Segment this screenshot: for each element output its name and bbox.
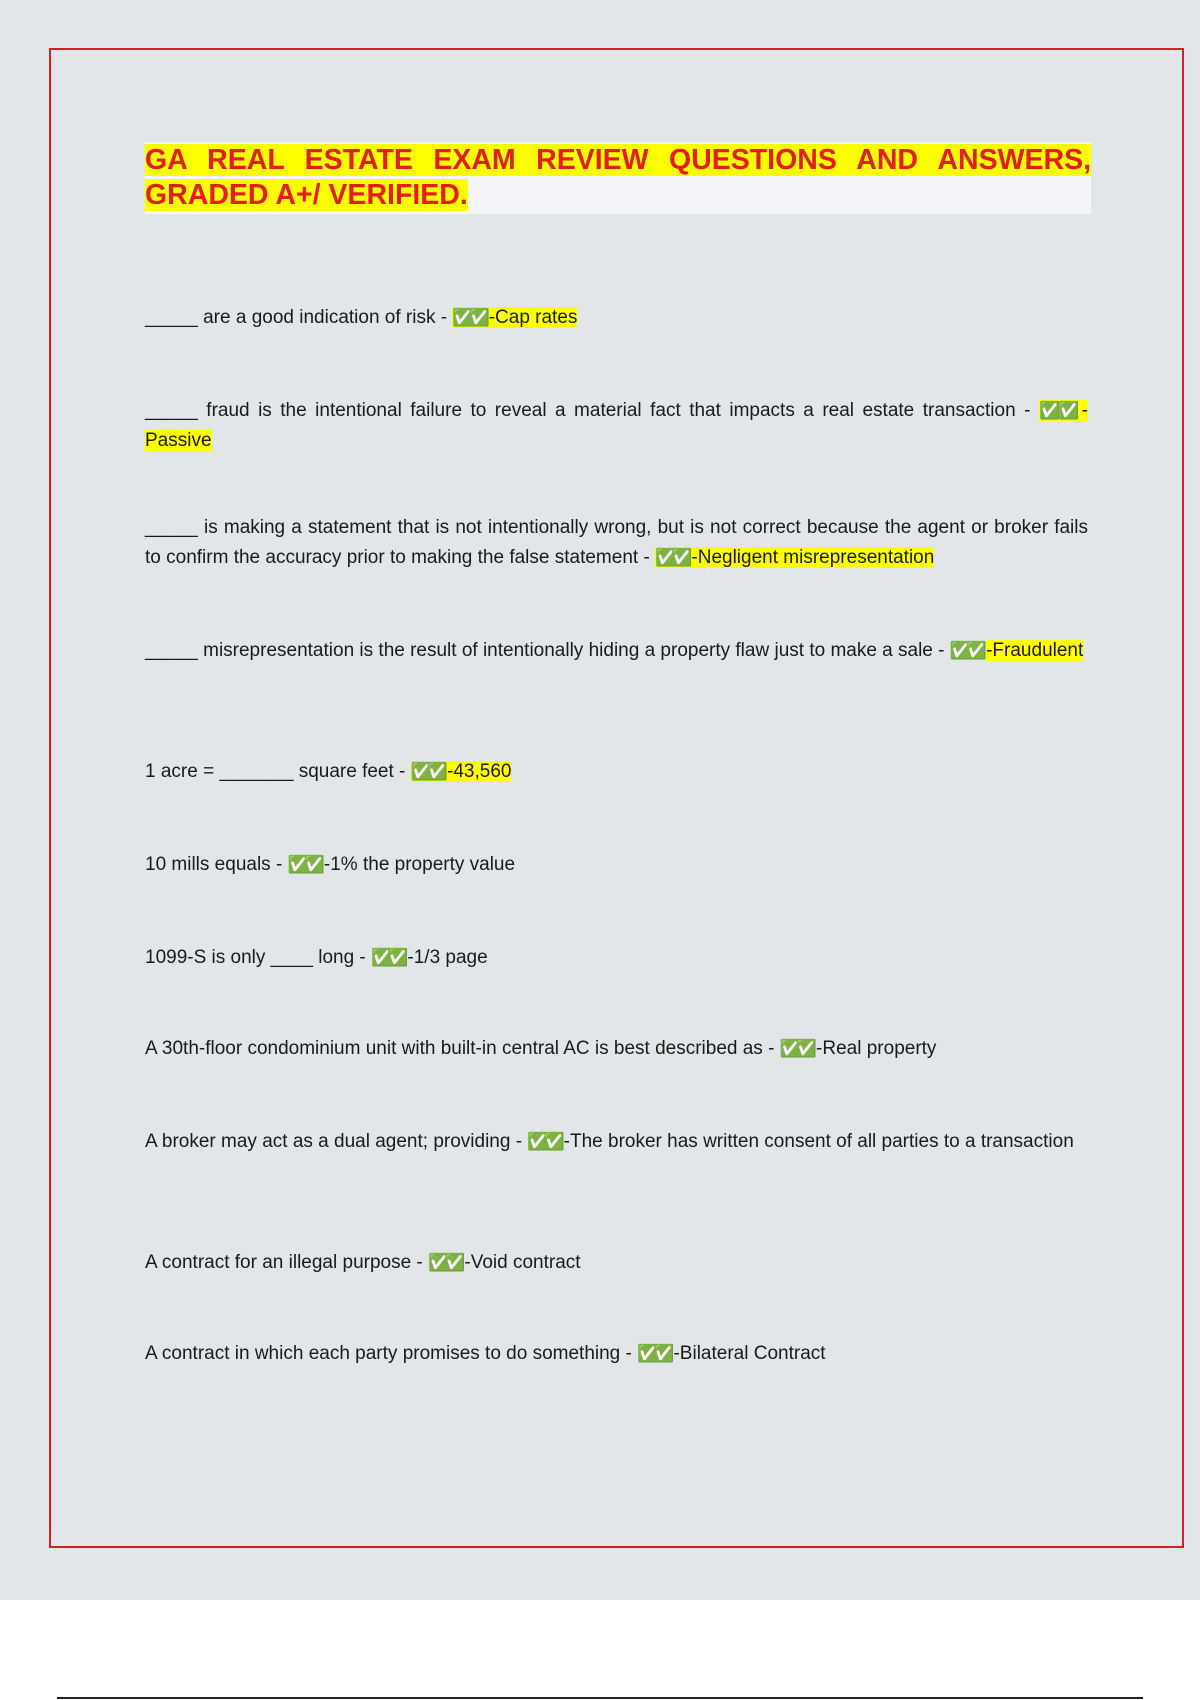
check-icon: ✅✅ [527,1132,560,1152]
answer-text: -Real property [816,1038,937,1059]
check-icon: ✅✅ [1038,401,1078,421]
question-text: 1099-S is only ____ long - [145,947,372,968]
document-title [145,143,1091,213]
question-text: A broker may act as a dual agent; providing - [145,1131,528,1152]
qa-item [145,1034,1088,1064]
question-text: 1 acre = _______ square feet - [145,761,411,782]
answer-text: -Passive [145,400,1088,451]
answer-text: -Void contract [464,1252,581,1273]
qa-item [145,513,1088,573]
question-text: _____ are a good indication of risk - [145,307,453,328]
answer-text: -Cap rates [488,307,578,328]
check-icon: ✅✅ [428,1253,461,1273]
qa-item [145,303,1088,333]
check-icon: ✅✅ [779,1039,813,1059]
check-icon: ✅✅ [452,308,485,328]
qa-item [145,1248,1088,1278]
question-text: _____ misrepresentation is the result of intentionally hiding a property flaw just to make a sale - [145,640,950,661]
question-text: A 30th-floor condominium unit with built-in central AC is best described as - [145,1038,780,1059]
answer-text: -Negligent misrepresentation [691,547,935,568]
question-text: A contract in which each party promises to do something - [145,1343,638,1364]
answer-text: -1/3 page [407,947,488,968]
qa-item [145,1339,1088,1369]
answer-highlight [411,761,512,782]
question-text: 10 mills equals - [145,854,288,875]
qa-item [145,943,1088,973]
check-icon: ✅✅ [371,948,404,968]
qa-item [145,1127,1088,1157]
answer-text: -1% the property value [323,854,516,875]
answer-text: -Fraudulent [986,640,1084,661]
qa-item [145,757,1088,787]
answer-text: -The broker has written consent of all parties to a transaction [563,1131,1074,1152]
check-icon: ✅✅ [637,1344,670,1364]
title-text: GA REAL ESTATE EXAM REVIEW QUESTIONS AND ANSWERS, GRADED A+/ VERIFIED. [145,144,1091,211]
qa-item [145,636,1088,666]
footer-rule [57,1697,1143,1699]
check-icon: ✅✅ [410,762,444,782]
answer-text: -Bilateral Contract [673,1343,826,1364]
qa-item [145,850,1088,880]
check-icon: ✅✅ [287,855,320,875]
check-icon: ✅✅ [949,641,983,661]
answer-text: -43,560 [447,761,512,782]
answer-highlight [452,307,577,328]
question-text: A contract for an illegal purpose - [145,1252,429,1273]
check-icon: ✅✅ [655,548,688,568]
qa-item [145,396,1088,456]
answer-highlight [655,547,934,568]
answer-highlight [986,640,1083,661]
page-border [49,48,1184,1548]
question-text: _____ fraud is the intentional failure to reveal a material fact that impacts a real estate transaction - [145,400,1039,421]
question-text: _____ is making a statement that is not intentionally wrong, but is not correct because the agent or broker fails to confirm the accuracy prior to making the false statement - [145,517,1088,568]
